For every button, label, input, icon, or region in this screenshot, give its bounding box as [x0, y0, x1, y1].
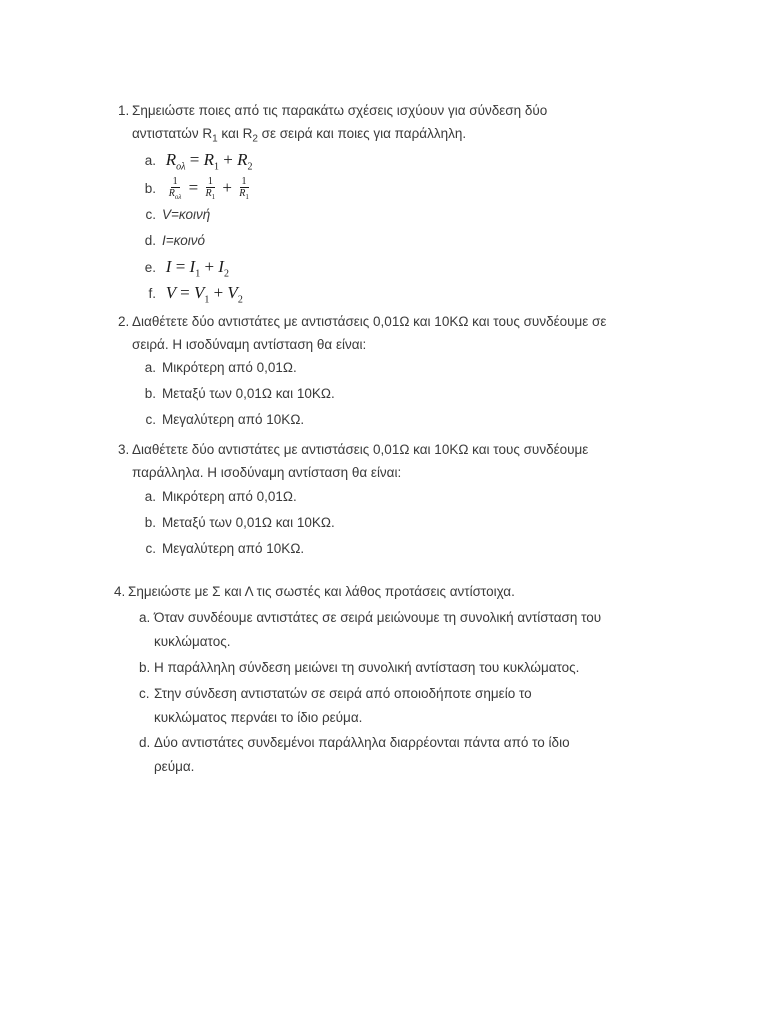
option-b: b. Μεταξύ των 0,01Ω και 10ΚΩ.	[144, 515, 335, 530]
option-a: a. $R_{o\lambda} = R_1 + R_2$	[144, 150, 253, 173]
option-c: c. Στην σύνδεση αντιστατών σε σειρά από οποιοδήποτε σημείο το κυκλώματος περνάει το ίδιο ρεύμα.	[139, 686, 532, 725]
option-a: a. Μικρότερη από 0,01Ω.	[144, 489, 297, 504]
question-text-line: σειρά. Η ισοδύναμη αντίσταση θα είναι:	[132, 337, 367, 352]
option-a: a. Μικρότερη από 0,01Ω.	[144, 360, 297, 375]
option-c: c. Μεγαλύτερη από 10ΚΩ.	[145, 412, 305, 427]
question-number: 1.	[118, 103, 130, 118]
formula: $I = I_1 + I_2$	[165, 257, 229, 280]
question-number: 4.	[114, 584, 126, 599]
option-f: f. $V = V_1 + V_2$	[148, 283, 243, 306]
formula: $R_{o\lambda} = R_1 + R_2$	[165, 150, 253, 173]
question-text-line: Διαθέτετε δύο αντιστάτες με αντιστάσεις 0,01Ω και 10ΚΩ και τους συνδέουμε σε	[132, 314, 607, 329]
option-a: a. Όταν συνδέουμε αντιστάτες σε σειρά μειώνουμε τη συνολική αντίσταση του κυκλώματος.	[139, 610, 602, 649]
question-text-line: παράλληλα. Η ισοδύναμη αντίσταση θα είναι:	[132, 465, 402, 480]
formula: $V = V_1 + V_2$	[165, 283, 243, 306]
question-number: 2.	[118, 314, 130, 329]
option-c: c. Μεγαλύτερη από 10ΚΩ.	[145, 541, 305, 556]
option-d: d. Δύο αντιστάτες συνδεμένοι παράλληλα διαρρέονται πάντα από το ίδιο ρεύμα.	[139, 735, 570, 774]
question-number: 3.	[118, 442, 130, 457]
question-1	[118, 99, 618, 151]
question-text-line: αντιστατών $R_1$ και $R_2$ σε σειρά και ποιες για παράλληλη.	[132, 126, 467, 145]
option-d: d. I=κοινό	[144, 233, 205, 248]
option-c: c. V=κοινή	[145, 207, 211, 222]
option-e: e. $I = I_1 + I_2$	[144, 257, 229, 280]
question-3	[118, 438, 618, 484]
option-b: b. Μεταξύ των 0,01Ω και 10ΚΩ.	[144, 386, 335, 401]
question-text-line: Σημειώστε με Σ και Λ τις σωστές και λάθος προτάσεις αντίστοιχα.	[128, 584, 515, 599]
question-text-line: Διαθέτετε δύο αντιστάτες με αντιστάσεις 0,01Ω και 10ΚΩ και τους συνδέουμε	[132, 442, 589, 457]
question-2	[118, 310, 618, 356]
formula: $\frac{1}{R_{o\lambda}}$ = $\frac{1}{R_1}$ + $\frac{1}{R_1}$	[168, 176, 249, 201]
question-text-line: Σημειώστε ποιες από τις παρακάτω σχέσεις ισχύουν για σύνδεση δύο	[132, 103, 548, 118]
question-4	[114, 580, 614, 603]
option-b: b. Η παράλληλη σύνδεση μειώνει τη συνολική αντίσταση του κυκλώματος.	[139, 660, 580, 675]
option-b: b. $\frac{1}{R_{o\lambda}}$ = $\frac{1}{R_1}$ + $\frac{1}{R_1}$	[140, 176, 252, 203]
